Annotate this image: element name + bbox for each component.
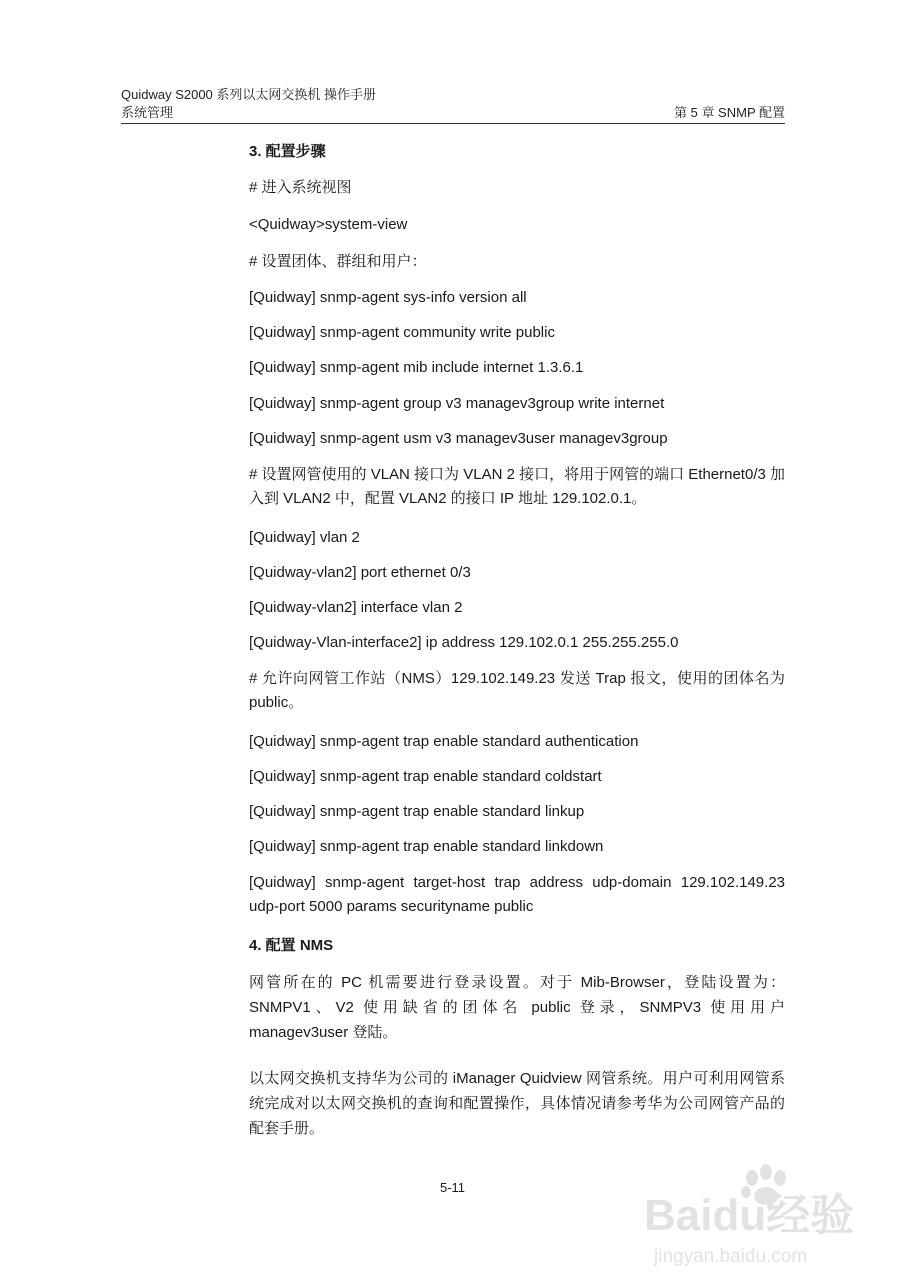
cmd-system-view: <Quidway>system-view (249, 216, 408, 233)
cmd-vlan2: [Quidway] vlan 2 (249, 529, 360, 546)
watermark-logo-text: Baidu经验 (644, 1191, 855, 1240)
para-nms-login: 网管所在的 PC 机需要进行登录设置。对于 Mib-Browser，登陆设置为：SNMPV1、V2 使用缺省的团体名 public 登录，SNMPV3 使用用户 managev3user 登陆。 (249, 974, 785, 1041)
cmd-trap-linkdown: [Quidway] snmp-agent trap enable standard linkdown (249, 838, 604, 855)
cmd-interface-vlan: [Quidway-vlan2] interface vlan 2 (249, 599, 463, 616)
heading-config-steps: 3. 配置步骤 (249, 143, 326, 160)
cmd-community: [Quidway] snmp-agent community write public (249, 324, 555, 341)
cmd-usm: [Quidway] snmp-agent usm v3 managev3user managev3group (249, 430, 668, 447)
page-header (121, 86, 785, 122)
cmd-mib-include: [Quidway] snmp-agent mib include internet 1.3.6.1 (249, 359, 584, 376)
header-section-left: 系统管理 (121, 105, 174, 120)
cmd-trap-linkup: [Quidway] snmp-agent trap enable standard linkup (249, 803, 585, 820)
comment-vlan-interface: # 设置网管使用的 VLAN 接口为 VLAN 2 接口，将用于网管的端口 Ethernet0/3 加入到 VLAN2 中，配置 VLAN2 的接口 IP 地址 129.102.0.1。 (249, 466, 785, 507)
header-title: Quidway S2000 系列以太网交换机 操作手册 (121, 87, 377, 102)
cmd-target-host: [Quidway] snmp-agent target-host trap address udp-domain 129.102.149.23 udp-port 5000 params securityname public (249, 874, 785, 915)
cmd-trap-authentication: [Quidway] snmp-agent trap enable standard authentication (249, 733, 639, 750)
page-number: 5-11 (439, 1180, 466, 1195)
comment-trap: # 允许向网管工作站（NMS）129.102.149.23 发送 Trap 报文，使用的团体名为 public。 (249, 670, 785, 711)
cmd-sysinfo: [Quidway] snmp-agent sys-info version all (249, 289, 527, 306)
watermark-url: jingyan.baidu.com (654, 1246, 808, 1267)
header-rule (121, 123, 785, 124)
para-quidview: 以太网交换机支持华为公司的 iManager Quidview 网管系统。用户可利用网管系统完成对以太网交换机的查询和配置操作，具体情况请参考华为公司网管产品的配套手册。 (249, 1070, 785, 1137)
heading-config-nms: 4. 配置 NMS (249, 937, 334, 954)
baidu-jingyan-watermark (640, 1150, 890, 1270)
cmd-trap-coldstart: [Quidway] snmp-agent trap enable standard coldstart (249, 768, 602, 785)
comment-set-community: # 设置团体、群组和用户： (249, 253, 427, 270)
comment-enter-system-view: # 进入系统视图 (249, 179, 352, 196)
cmd-ip-address: [Quidway-Vlan-interface2] ip address 129.102.0.1 255.255.255.0 (249, 634, 679, 651)
cmd-port-ethernet: [Quidway-vlan2] port ethernet 0/3 (249, 564, 471, 581)
header-section-right: 第 5 章 SNMP 配置 (673, 105, 785, 120)
cmd-group: [Quidway] snmp-agent group v3 managev3group write internet (249, 395, 665, 412)
header-section-row (121, 104, 785, 122)
